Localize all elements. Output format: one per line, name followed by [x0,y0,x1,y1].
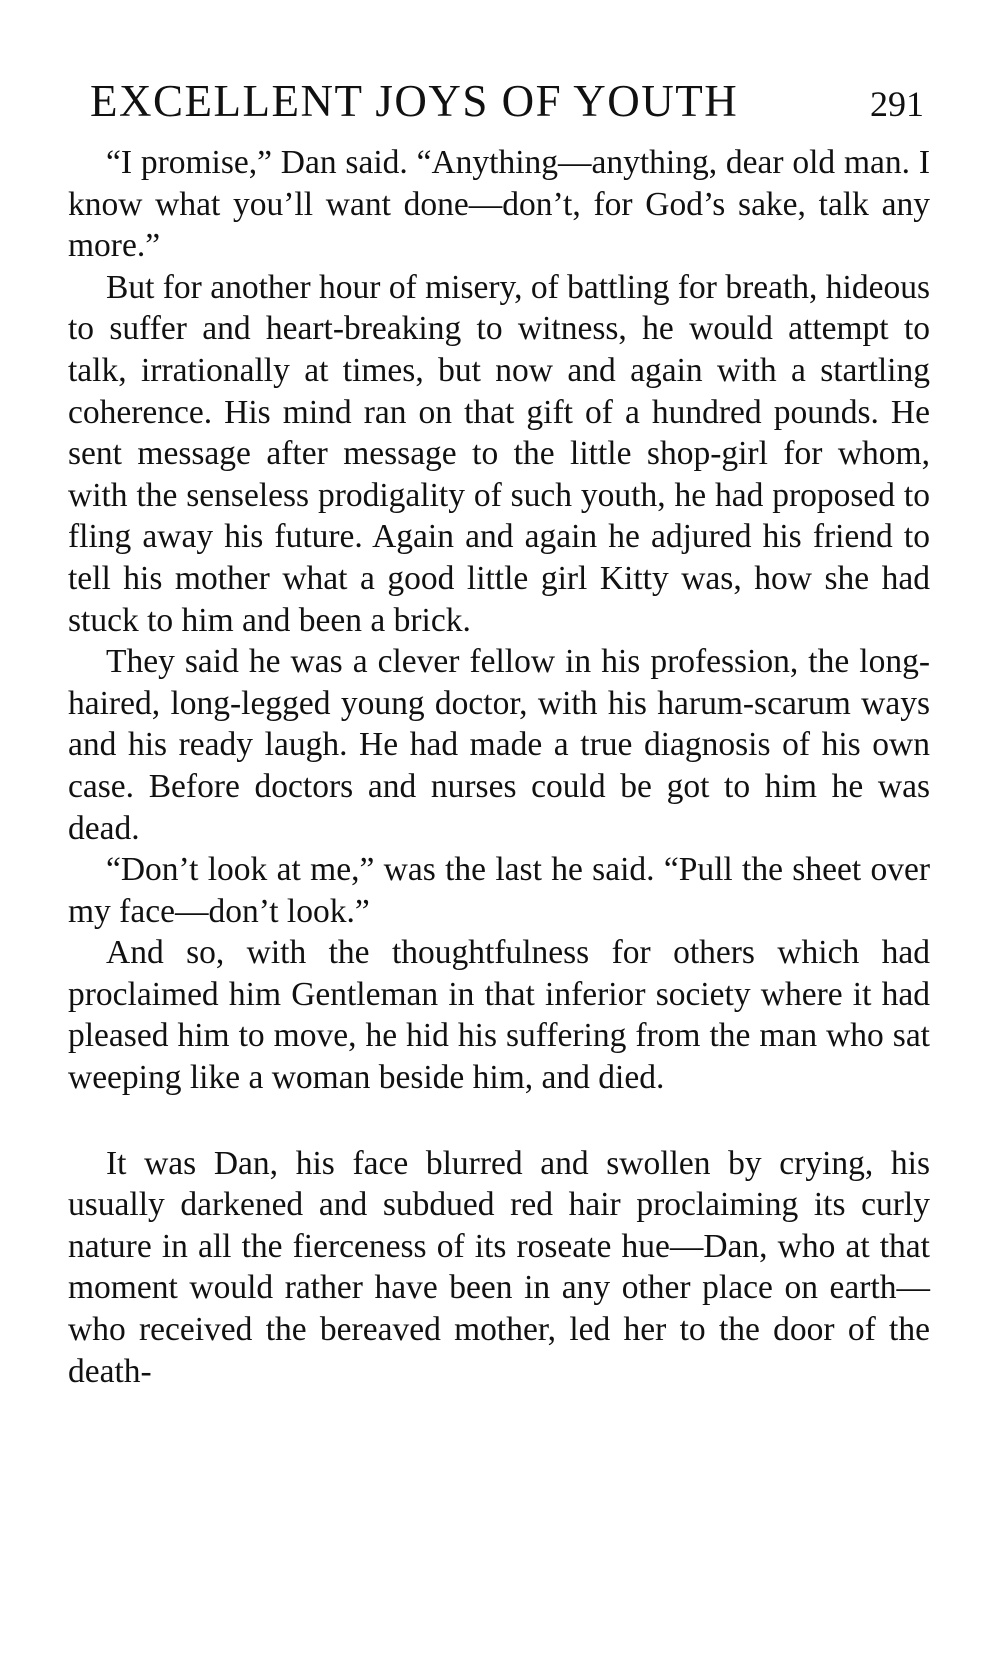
paragraph: “Don’t look at me,” was the last he said. “Pull the sheet over my face—don’t look.” [68,851,930,930]
running-head: EXCELLENT JOYS OF YOUTH [90,76,739,126]
paragraph: And so, with the thoughtfulness for others which had proclaimed him Gentleman in that inferior society where it had pleased him to move, he hid his suffering from the man who sat weeping like a woman beside him, and died. [68,934,930,1097]
book-page [68,66,930,1392]
paragraph: But for another hour of misery, of battling for breath, hideous to suffer and heart-breaking to witness, he would attempt to talk, irrationally at times, but now and again with a startling coherence. His mind ran on that gift of a hundred pounds. He sent message after message to the little shop-girl for whom, with the senseless prodigality of such youth, he had proposed to fling away his future. Again and again he adjured his friend to tell his mother what a good little girl Kitty was, how she had stuck to him and been a brick. [68,268,930,639]
body-text [68,142,930,1392]
page-header [68,66,930,136]
paragraph: “I promise,” Dan said. “Anything—anything, dear old man. I know what you’ll want done—don’t, for God’s sake, talk any more.” [68,144,930,265]
paragraph: They said he was a clever fellow in his profession, the long-haired, long-legged young doctor, with his harum-scarum ways and his ready laugh. He had made a true diagnosis of his own case. Before doctors and nurses could be got to him he was dead. [68,643,930,847]
page-number: 291 [870,84,924,124]
paragraph-new-section: It was Dan, his face blurred and swollen by crying, his usually darkened and subdued red hair proclaiming its curly nature in all the fierceness of its roseate hue—Dan, who at that moment would rather have been in any other place on earth—who received the bereaved mother, led her to the door of the death- [68,1144,930,1390]
